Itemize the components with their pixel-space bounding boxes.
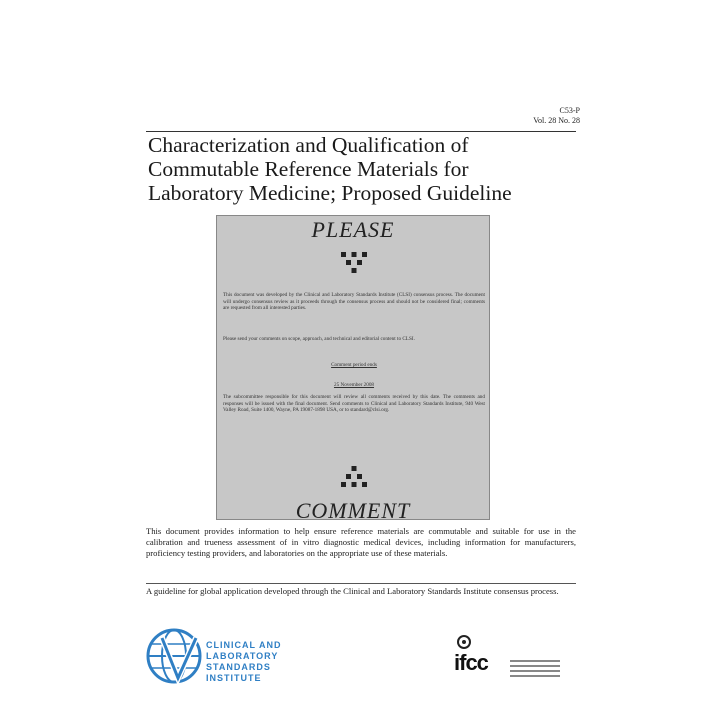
title-line: Commutable Reference Materials for bbox=[148, 157, 469, 181]
title-line: Characterization and Qualification of bbox=[148, 133, 469, 157]
clsi-logo bbox=[144, 626, 322, 688]
clsi-logo-line: STANDARDS bbox=[206, 662, 271, 672]
comment-box-request: Please send your comments on scope, approach, and technical and editorial content to CLSI. bbox=[223, 336, 415, 342]
title-divider bbox=[146, 131, 576, 132]
please-comment-box bbox=[216, 215, 490, 523]
ifcc-logo bbox=[452, 630, 562, 692]
ifcc-wordmark: ifcc bbox=[454, 650, 488, 675]
abstract-divider bbox=[146, 583, 576, 584]
comment-box-instructions: The subcommittee responsible for this document will review all comments received by this date. The comments and responses will be issued with the final document. Send comments to Clinical and Laboratory Standards Institute, 940 West Valley Road, Suite 1400, Wayne, PA 19087-1898 USA, or to standard@clsi.org. bbox=[223, 394, 485, 414]
comment-deadline-date: 25 November 2008 bbox=[333, 382, 375, 388]
triangle-up-icon bbox=[339, 464, 369, 490]
comment-deadline-label: Comment period ends bbox=[331, 362, 377, 368]
clsi-logo-line: CLINICAL AND bbox=[206, 640, 282, 650]
clsi-logo-text bbox=[206, 640, 322, 684]
comment-box-intro: This document was developed by the Clinical and Laboratory Standards Institute (CLSI) consensus process. The document will undergo consensus review as it proceeds through the consensus process and should not be considered final; comments are requested from all interested parties. bbox=[223, 292, 485, 312]
document-abstract: This document provides information to help ensure reference materials are commutable and suitable for use in the calibration and trueness assessment of in vitro diagnostic medical devices, including information for manufacturers, proficiency testing providers, and laboratories on the appropriate use of these materials. bbox=[146, 526, 576, 558]
document-number: C53-P bbox=[559, 106, 580, 115]
title-line: Laboratory Medicine; Proposed Guideline bbox=[148, 181, 512, 205]
consensus-note: A guideline for global application developed through the Clinical and Laboratory Standards Institute consensus process. bbox=[146, 586, 559, 596]
clsi-logo-line: LABORATORY bbox=[206, 651, 279, 661]
comment-heading: COMMENT bbox=[295, 498, 411, 523]
clsi-logo-line: INSTITUTE bbox=[206, 673, 262, 683]
please-heading: PLEASE bbox=[311, 217, 395, 242]
clsi-globe-icon bbox=[144, 626, 204, 686]
ifcc-tagline-lines bbox=[510, 660, 560, 680]
document-volume: Vol. 28 No. 28 bbox=[533, 116, 580, 125]
document-code bbox=[533, 106, 580, 126]
triangle-down-icon bbox=[339, 250, 369, 276]
document-title bbox=[148, 133, 588, 205]
